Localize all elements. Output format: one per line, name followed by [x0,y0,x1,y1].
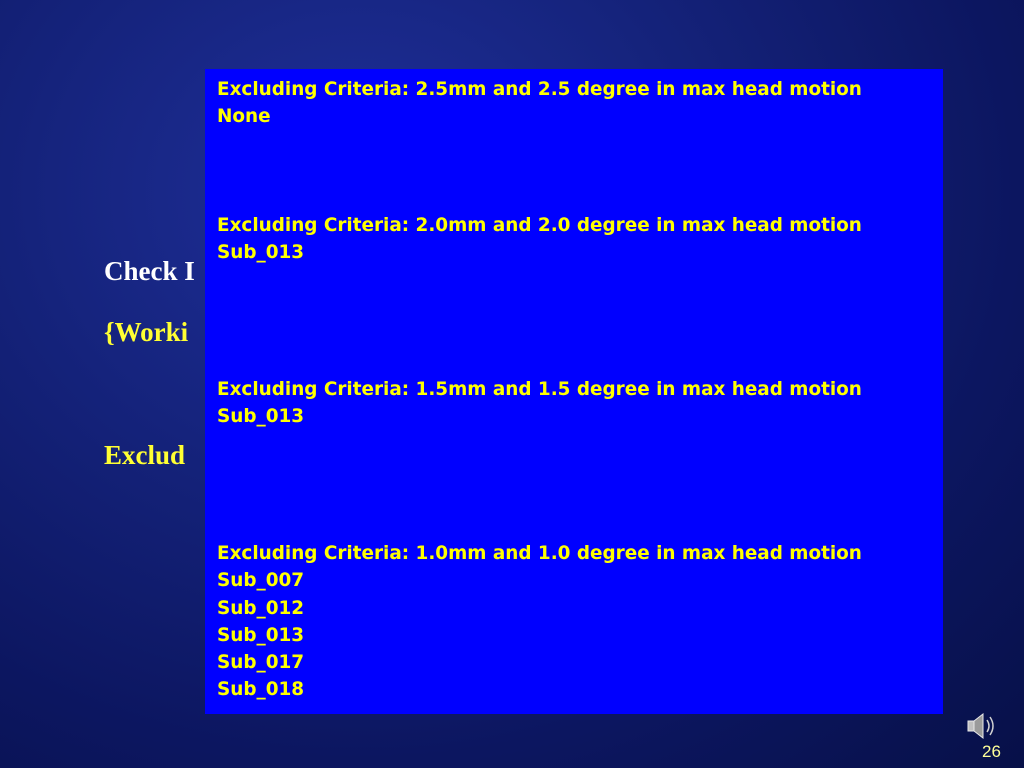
subject-item: Sub_007 [217,570,305,592]
background-path-line: {Worki [104,317,189,347]
criteria-group-2-0mm [217,212,862,267]
criteria-heading: Excluding Criteria: 1.0mm and 1.0 degree in max head motion [217,543,862,564]
page-number: 26 [982,742,1001,761]
subject-item: None [217,106,271,128]
criteria-heading: Excluding Criteria: 2.0mm and 2.0 degree in max head motion [217,215,862,236]
background-excluding-line: Exclud [104,440,186,470]
criteria-heading: Excluding Criteria: 2.5mm and 2.5 degree in max head motion [217,79,862,100]
criteria-group-2-5mm [217,76,862,131]
subject-item: Sub_018 [217,679,305,701]
subject-item: Sub_017 [217,652,305,674]
criteria-group-1-5mm [217,376,862,431]
criteria-group-1-0mm [217,540,862,704]
subject-item: Sub_013 [217,242,305,264]
background-title-line: Check I [104,256,195,286]
subject-item: Sub_013 [217,624,305,646]
subject-item: Sub_012 [217,597,305,619]
excluding-criteria-panel [205,69,943,714]
criteria-heading: Excluding Criteria: 1.5mm and 1.5 degree in max head motion [217,379,862,400]
subject-item: Sub_013 [217,406,305,428]
speaker-icon[interactable] [964,710,998,742]
